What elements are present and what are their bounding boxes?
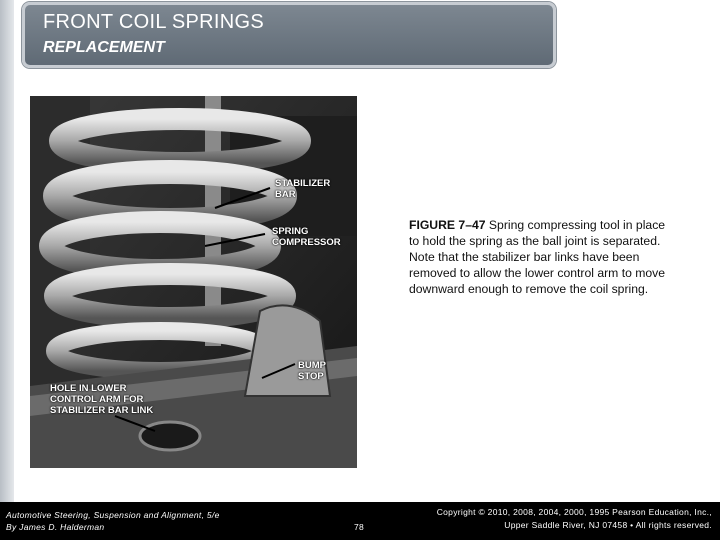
slide-title-bar [22,2,556,68]
figure-photo [30,96,357,468]
slide-subtitle: REPLACEMENT [43,39,165,56]
callout-hole-lower-control-arm: HOLE IN LOWER CONTROL ARM FOR STABILIZER BAR LINK [50,383,154,416]
footer-publisher: Upper Saddle River, NJ 07458 • All rights reserved. [504,520,712,530]
figure-caption [409,217,671,297]
callout-spring-compressor: SPRING COMPRESSOR [272,226,341,248]
callout-stabilizer-bar: STABILIZER BAR [275,178,331,200]
left-decorative-stripe [0,0,14,540]
footer-page-number: 78 [354,522,365,532]
figure-caption-text: Spring compressing tool in place to hold the spring as the ball joint is separated. Note that the stabilizer bar links have been removed to allow the lower control arm to move downward enough to remove the coil spring. [409,218,666,296]
figure-label: FIGURE 7–47 [409,218,486,232]
footer-book-title: Automotive Steering, Suspension and Alignment, 5/e [6,510,220,520]
footer-author: By James D. Halderman [6,522,105,532]
slide-title: FRONT COIL SPRINGS [43,11,264,33]
footer-copyright: Copyright © 2010, 2008, 2004, 2000, 1995 Pearson Education, Inc., [436,507,712,517]
callout-bump-stop: BUMP STOP [298,360,326,382]
footer-bar [0,502,720,540]
